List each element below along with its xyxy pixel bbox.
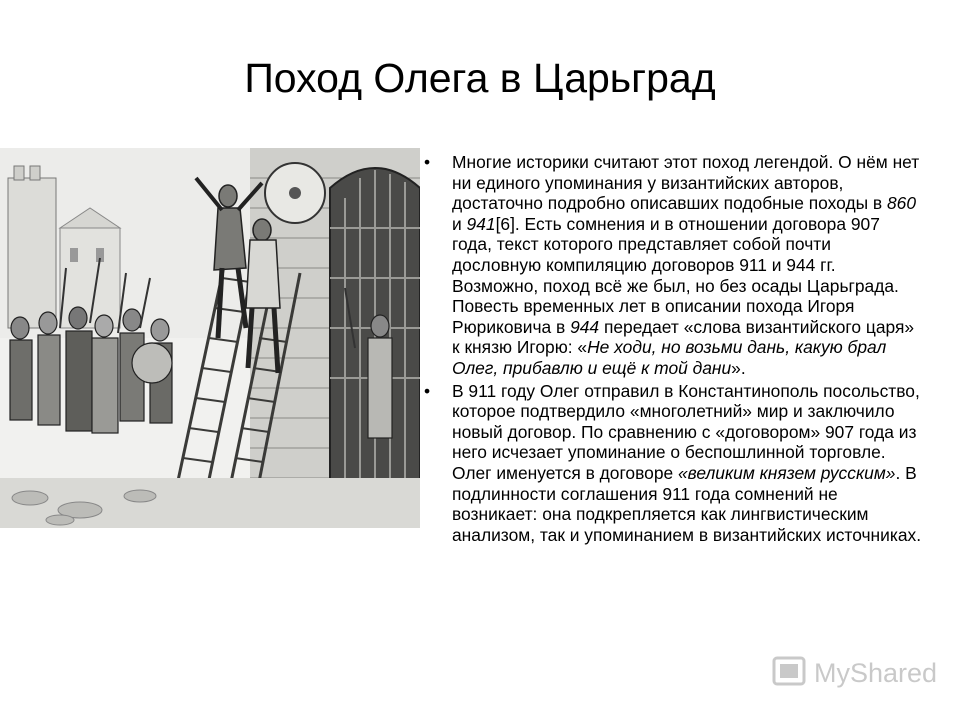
bullet-list xyxy=(424,152,924,547)
text-segment: В 911 году Олег отправил в Константинополь посольство, которое подтвердило «многолетний» мир и заключило новый договор. По сравнению с «договором» 907 года из него исчезает упоминание о беспошлинной торговле. Олег именуется в договоре xyxy=(452,380,920,483)
text-segment: «великим князем русским» xyxy=(678,462,896,483)
myshared-watermark-logo xyxy=(770,652,938,696)
watermark-icon xyxy=(770,652,810,692)
slide-title: Поход Олега в Царьград xyxy=(244,55,716,101)
watermark-text: MyShared xyxy=(814,658,938,688)
text-segment: . В подлинности соглашения 911 года сомнений не возникает: она подкрепляется как лингвистическим анализом, так и упоминанием в византийских источниках. xyxy=(452,462,922,545)
text-segment: 944 xyxy=(570,316,600,337)
text-segment: 941 xyxy=(466,213,496,234)
siege-engraving-image xyxy=(0,148,420,528)
text-segment: передает «слова византийского царя» к князю Игорю: « xyxy=(452,316,915,358)
text-segment: 860 xyxy=(887,193,917,214)
text-segment: Не ходи, но возьми дань, какую брал Олег, прибавлю и ещё к той дани xyxy=(452,337,887,378)
bullet-2 xyxy=(424,381,924,546)
bullet-1 xyxy=(424,152,924,379)
text-segment: ». xyxy=(731,357,746,378)
text-segment: и xyxy=(452,213,467,234)
text-segment: Многие историки считают этот поход легендой. О нём нет ни единого упоминания у византийских авторов, достаточно подробно описавших подобные походы в xyxy=(452,152,920,214)
text-segment: [6]. Есть сомнения и в отношении договора 907 года, текст которого представляет собой почти дословную компиляцию договоров 911 и 944 гг. Возможно, поход всё же был, но без осады Царьграда. Повесть временных лет в описании похода Игоря Рюриковича в xyxy=(452,213,899,337)
